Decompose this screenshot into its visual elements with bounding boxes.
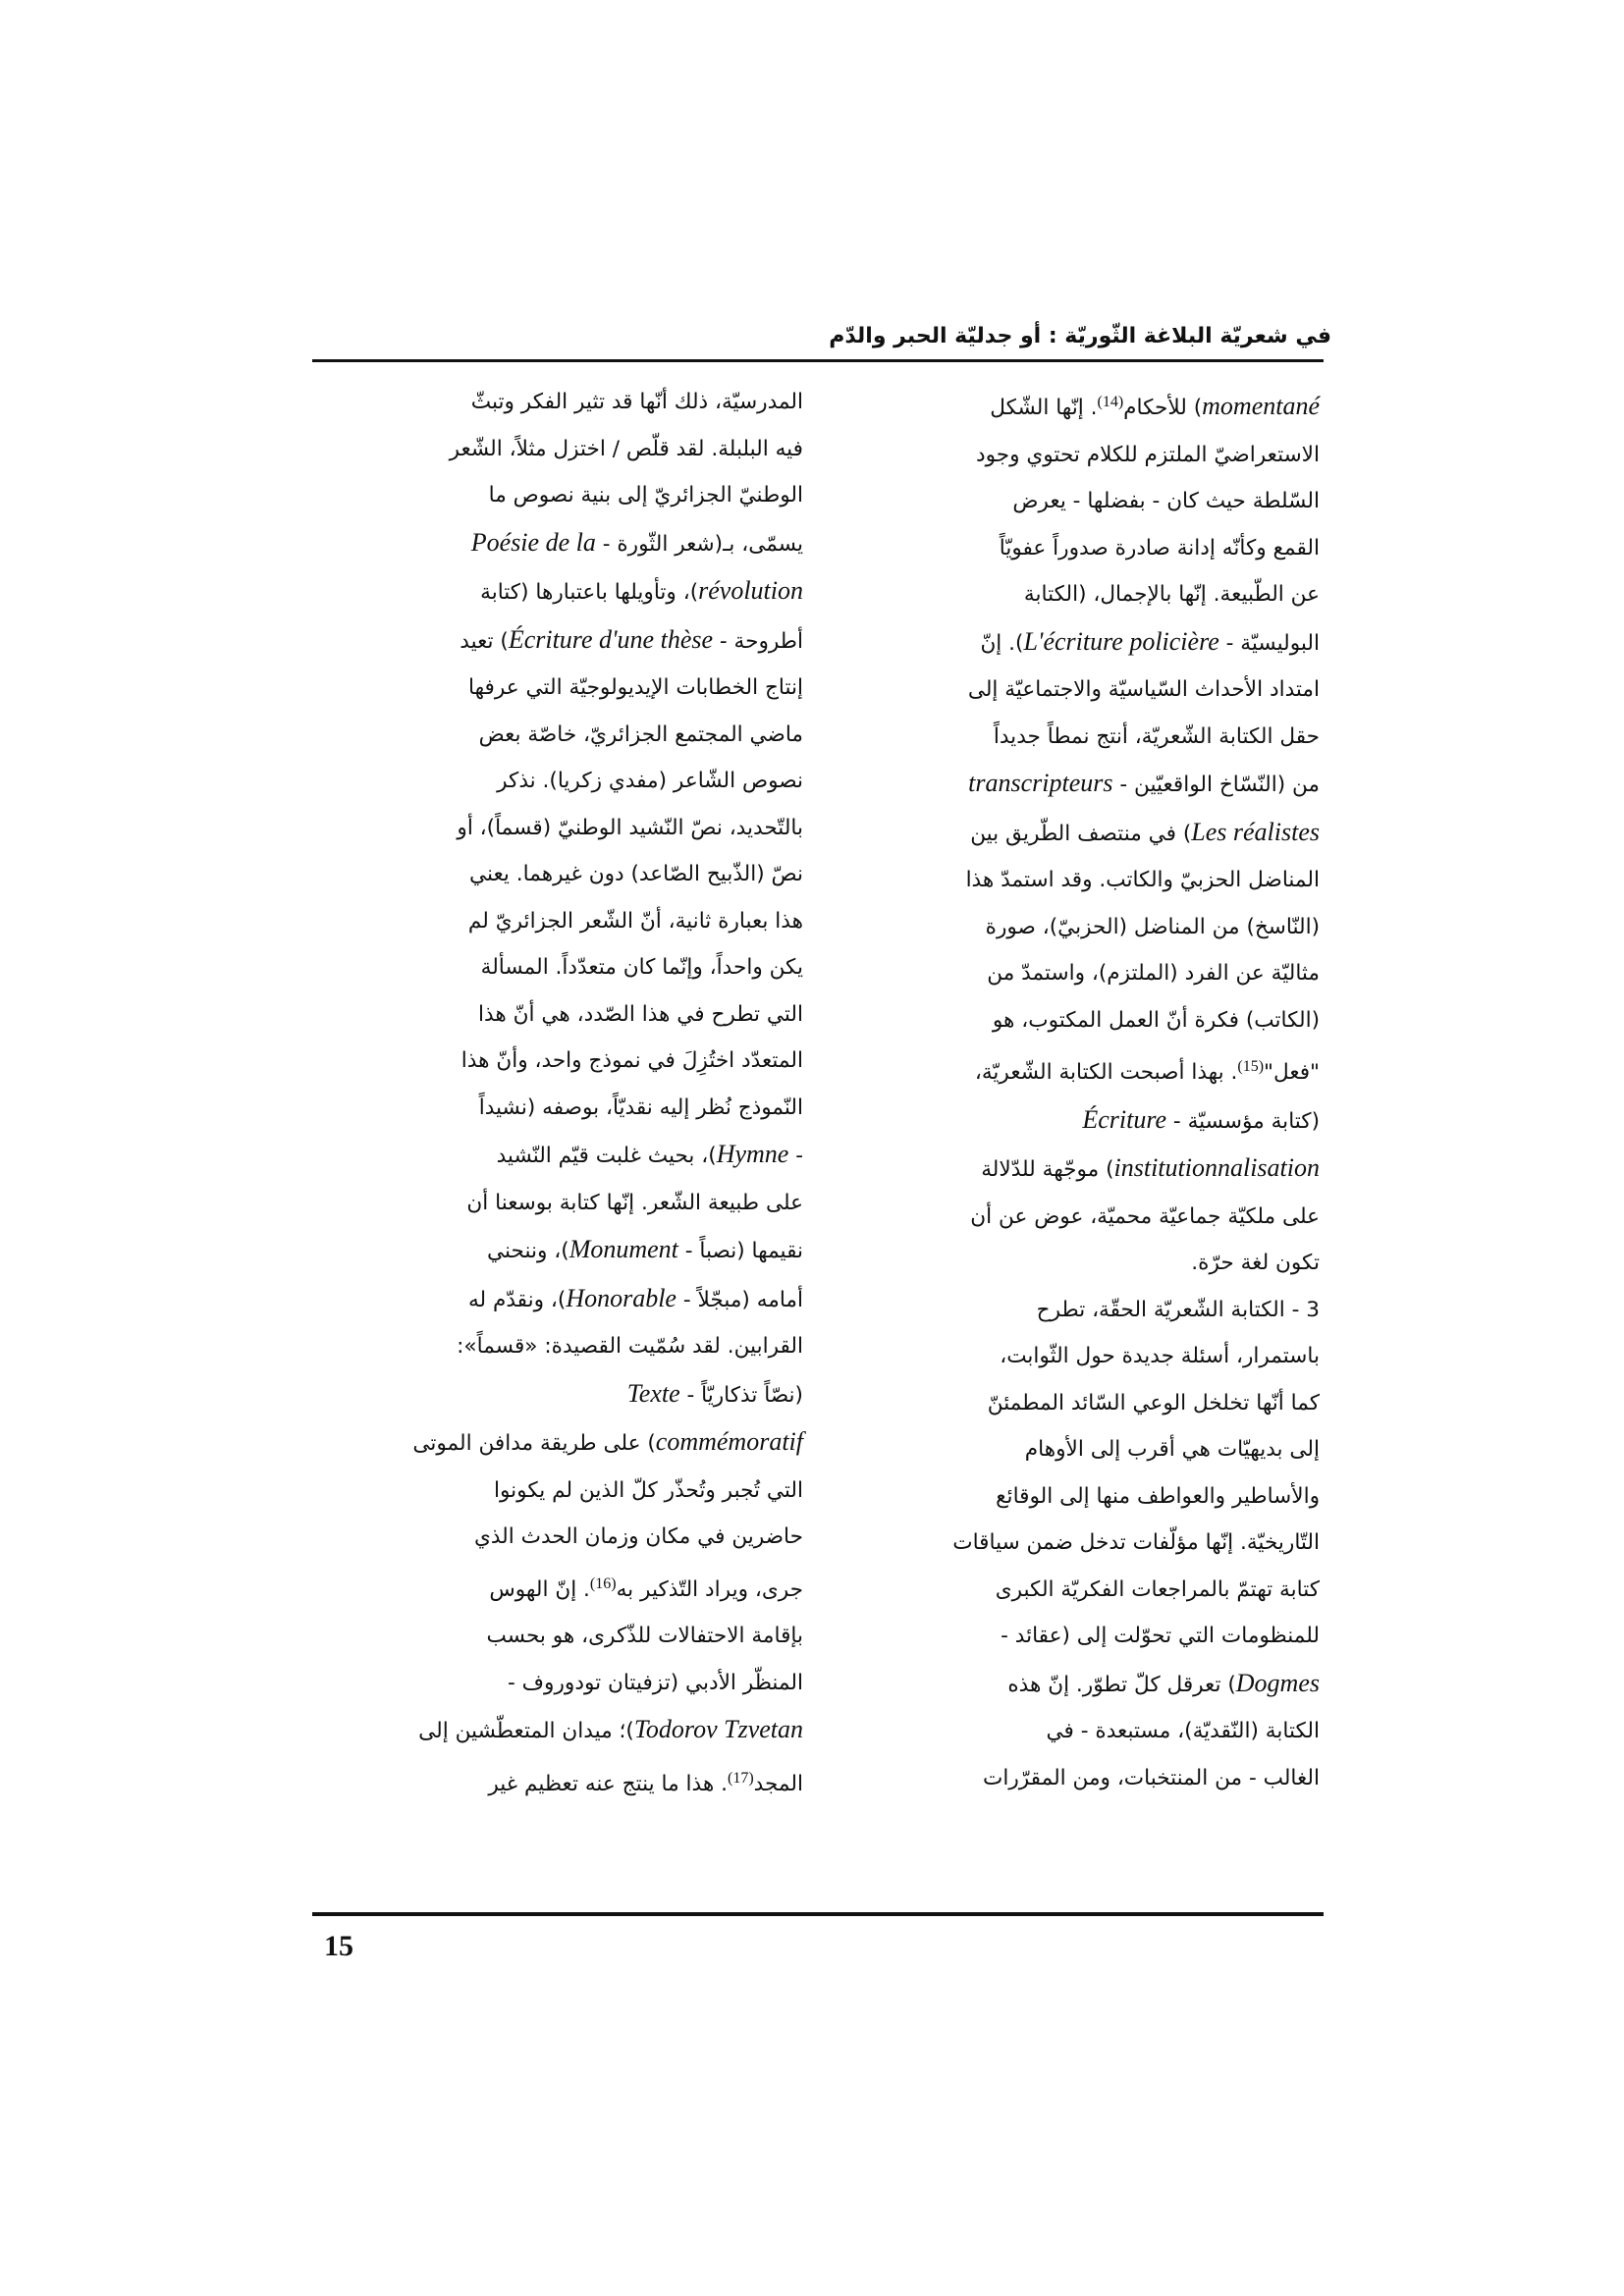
line: المتعدّد اختُزِلَ في نموذج واحد، وأنّ هذا	[460, 1048, 803, 1073]
line	[332, 1706, 803, 1755]
line: فيه البلبلة. لقد قلّص / اختزل مثلاً، الشّعر	[449, 436, 803, 461]
latin-term: Monument	[568, 1235, 678, 1263]
latin-term: Dogmes	[1235, 1668, 1320, 1697]
latin-term: Texte	[626, 1378, 680, 1408]
line: بإقامة الاحتفالات للذّكرى، هو بحسب	[486, 1624, 803, 1649]
text-run: (كتابة مؤسسيّة -	[1166, 1108, 1320, 1134]
text-run: يسمّى، بـ(شعر الثّورة -	[595, 531, 803, 557]
text-run: ) تعيد	[460, 628, 509, 654]
latin-term: momentané	[1202, 392, 1320, 421]
line: حقل الكتابة الشّعريّة، أنتج نمطاً جديداً	[993, 723, 1320, 749]
line	[332, 519, 803, 568]
latin-term: L'écriture policière	[1023, 626, 1219, 656]
line	[848, 1096, 1320, 1146]
line: هذا بعبارة ثانية، أنّ الشّعر الجزائريّ لم	[467, 908, 803, 934]
latin-term: Todorov Tzvetan	[633, 1715, 803, 1744]
latin-term: révolution	[698, 576, 803, 605]
text-run: من (النّسّاخ الواقعيّين -	[1112, 773, 1320, 798]
left-column	[332, 379, 803, 1807]
line	[848, 1145, 1320, 1194]
text-run: "فعل"	[1264, 1060, 1320, 1086]
latin-term: institutionnalisation	[1113, 1153, 1320, 1183]
line: يكن واحداً، وإنّما كان متعدّداً. المسألة	[480, 955, 803, 980]
footnote-ref: (17)	[728, 1769, 754, 1787]
line: القرابين. لقد سُمّيت القصيدة: «قسماً»:	[457, 1334, 803, 1359]
line: بالتّحديد، نصّ النّشيد الوطنيّ (قسماً)، أو	[457, 815, 803, 840]
footnote-ref: (15)	[1237, 1058, 1265, 1076]
latin-term: Honorable	[566, 1283, 677, 1312]
footnote-ref: (14)	[1097, 394, 1124, 410]
line	[332, 616, 803, 666]
text-run: أطروحة -	[713, 628, 803, 654]
line	[848, 379, 1320, 432]
text-run: )؛ ميدان المتعطّشين إلى	[418, 1719, 634, 1744]
text-run: البوليسيّة -	[1218, 630, 1320, 656]
line: نصّ (الذّبيح الصّاعد) دون غيرهما. يعني	[469, 862, 803, 886]
line: المناضل الحزبيّ والكاتب. وقد استمدّ هذا	[965, 868, 1320, 893]
line	[332, 1370, 803, 1419]
text-run: نقيمها (نصباً -	[677, 1239, 803, 1263]
latin-term: Écriture	[1082, 1104, 1167, 1134]
line	[848, 618, 1320, 667]
header-rule	[312, 359, 1324, 362]
line: والأساطير والعواطف منها إلى الوقائع	[996, 1483, 1320, 1509]
text-run: جرى، ويراد التّذكير به	[616, 1576, 803, 1602]
footnote-ref: (16)	[589, 1575, 617, 1592]
text-run: )، وتأويلها باعتبارها (كتابة	[480, 580, 699, 605]
line	[332, 1226, 803, 1275]
line: 3 - الكتابة الشّعريّة الحقّة، تطرح	[1036, 1297, 1320, 1322]
text-run: ) للأحكام	[1123, 396, 1203, 421]
text-run: . إنّها الشّكل	[990, 396, 1098, 421]
latin-term: Poésie de la	[470, 527, 596, 557]
line: (النّاسخ) من المناضل (الحزبيّ)، صورة	[985, 914, 1320, 939]
page-number: 15	[324, 1930, 353, 1962]
line: تكون لغة حرّة.	[1191, 1251, 1320, 1276]
line: للمنظومات التي تحوّلت إلى (عقائد -	[1001, 1624, 1320, 1649]
line	[848, 1660, 1320, 1709]
text-run: )، ونقدّم له	[467, 1287, 567, 1312]
text-run: المجد	[753, 1771, 803, 1796]
latin-term: Les réalistes	[1191, 817, 1320, 846]
text-run: )، بحيث غلبت قيّم النّشيد	[496, 1144, 717, 1168]
line: كما أنّها تخلخل الوعي السّائد المطمئنّ	[987, 1390, 1320, 1415]
line: ماضي المجتمع الجزائريّ، خاصّة بعض	[478, 721, 803, 747]
text-run: . بهذا أصبحت الكتابة الشّعريّة،	[974, 1060, 1238, 1086]
latin-term: Écriture d'une thèse	[508, 624, 714, 654]
right-column	[848, 379, 1320, 1801]
line: التي تطرح في هذا الصّدد، هي أنّ هذا	[478, 1001, 803, 1027]
line: كتابة تهتمّ بالمراجعات الفكريّة الكبرى	[995, 1576, 1320, 1602]
line: الكتابة (النّقديّة)، مستبعدة - في	[1046, 1719, 1320, 1744]
line: على طبيعة الشّعر. إنّها كتابة بوسعنا أن	[466, 1190, 803, 1215]
line: مثاليّة عن الفرد (الملتزم)، واستمدّ من	[987, 961, 1320, 987]
line	[848, 760, 1320, 809]
line	[848, 1043, 1320, 1096]
line: إلى بديهيّات هي أقرب إلى الأوهام	[1024, 1437, 1320, 1463]
line: باستمرار، أسئلة جديدة حول الثّوابت،	[1000, 1344, 1320, 1369]
line: النّموذج نُظر إليه نقديّاً، بوصفه (نشيداً	[478, 1095, 803, 1120]
line: التّاريخيّة. إنّها مؤلّفات تدخل ضمن سياقات	[952, 1530, 1320, 1556]
line: الوطنيّ الجزائريّ إلى بنية نصوص ما	[488, 483, 803, 507]
text-run: ) على طريقة مدافن الموتى	[412, 1431, 656, 1456]
line: المدرسيّة، ذلك أنّها قد تثير الفكر وتبثّ	[470, 390, 803, 414]
line	[332, 567, 803, 616]
line: الاستعراضيّ الملتزم للكلام تحتوي وجود	[975, 442, 1320, 467]
text-run: ) موجّهة للدّلالة	[981, 1157, 1114, 1183]
line: السّلطة حيث كان - بفضلها - يعرض	[1012, 489, 1320, 514]
line: عن الطّبيعة. إنّها بالإجمال، (الكتابة	[1023, 582, 1320, 608]
line	[332, 1418, 803, 1468]
text-run: ) تعرقل كلّ تطوّر. إنّ هذه	[1007, 1672, 1236, 1697]
line	[848, 809, 1320, 858]
footer-rule	[312, 1912, 1324, 1916]
line	[332, 1561, 803, 1614]
line: القمع وكأنّه إدانة صادرة صدوراً عفويّاً	[999, 535, 1320, 561]
line: نصوص الشّاعر (مفدي زكريا). نذكر	[497, 769, 803, 793]
text-run: )، وننحني	[487, 1239, 569, 1263]
line: المنظّر الأدبي (تزفيتان تودوروف -	[508, 1670, 803, 1695]
latin-term: transcripteurs	[968, 769, 1113, 798]
text-run: . هذا ما ينتج عنه تعظيم غير	[488, 1771, 728, 1796]
line: امتداد الأحداث السّياسيّة والاجتماعيّة إلى	[967, 677, 1320, 703]
running-header: في شعريّة البلاغة الثّوريّة : أو جدليّة الحبر والدّم	[829, 324, 1331, 348]
line	[332, 1131, 803, 1180]
text-run: أمامه (مبجّلاً -	[676, 1287, 803, 1312]
line: حاضرين في مكان وزمان الحدث الذي	[473, 1524, 803, 1549]
line: إنتاج الخطابات الإيديولوجيّة التي عرفها	[468, 675, 803, 700]
text-run: ) في منتصف الطّريق بين	[970, 821, 1192, 846]
line: على ملكيّة جماعيّة محميّة، عوض عن أن	[970, 1203, 1320, 1229]
line	[332, 1275, 803, 1324]
line	[332, 1755, 803, 1808]
text-run: -	[788, 1144, 803, 1168]
text-run: (نصّاً تذكاريّاً -	[679, 1382, 803, 1408]
line: التي تُجبر وتُحذّر كلّ الذين لم يكونوا	[494, 1477, 803, 1503]
line: (الكاتب) فكرة أنّ العمل المكتوب، هو	[992, 1007, 1320, 1033]
text-run: . إنّ الهوس	[489, 1576, 590, 1602]
line: الغالب - من المنتخبات، ومن المقرّرات	[983, 1765, 1320, 1790]
latin-term: commémoratif	[655, 1427, 803, 1456]
latin-term: Hymne	[716, 1140, 789, 1168]
text-run: ). إنّ	[980, 630, 1024, 656]
